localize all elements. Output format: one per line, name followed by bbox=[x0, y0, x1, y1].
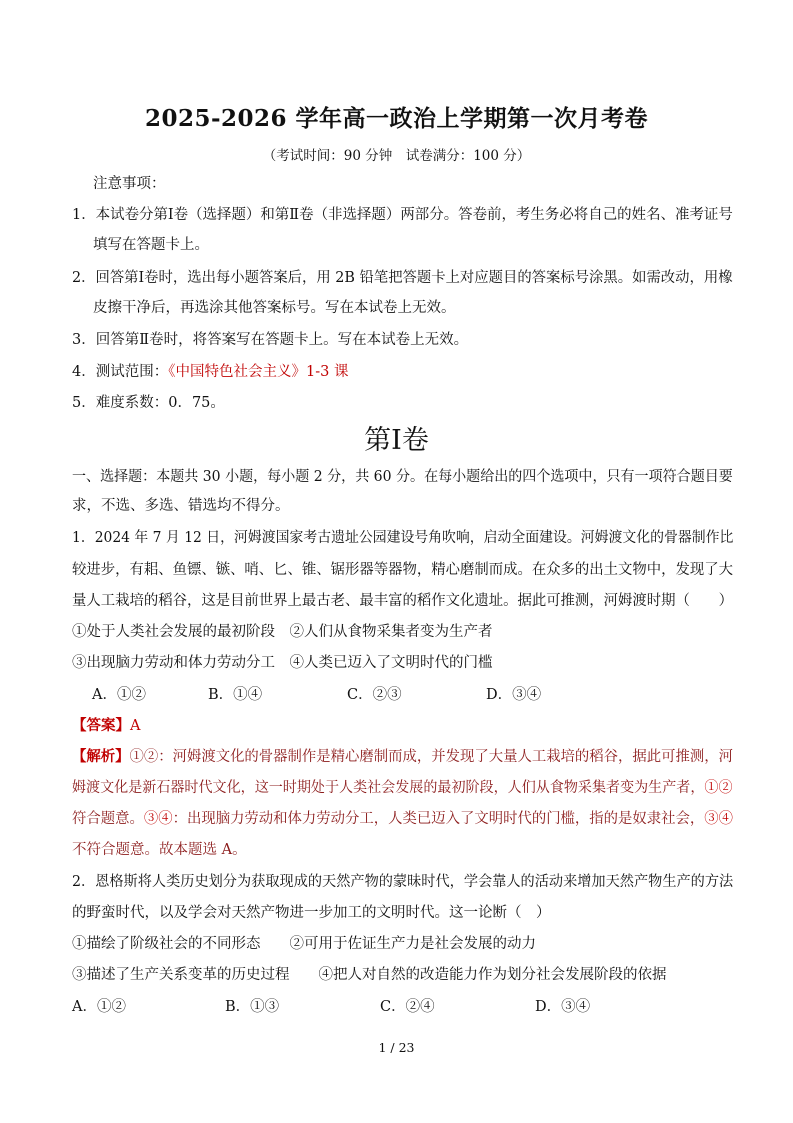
q1-stem-line-3: 量人工栽培的稻谷，这是目前世界上最古老、最丰富的稻作文化遗址。据此可推测，河姆渡时期（ ） bbox=[72, 593, 733, 609]
exam-title: 2025-2026 学年高一政治上学期第一次月考卷 bbox=[144, 105, 649, 132]
q2-option-a: A．①② bbox=[72, 999, 126, 1015]
q2-stem-line-1: 2．恩格斯将人类历史划分为获取现成的天然产物的蒙昧时代，学会靠人的活动来增加天然产物生产的方法 bbox=[72, 874, 734, 890]
note-5: 5．难度系数：0．75。 bbox=[72, 395, 225, 411]
analysis-text-1: ①②：河姆渡文化的骨器制作是精心磨制而成，并发现了大量人工栽培的稻谷，据此可推测，河 bbox=[129, 749, 733, 765]
analysis-text-3a: 符合题意。 bbox=[72, 811, 144, 827]
instructions-line-1: 一、选择题：本题共 30 小题，每小题 2 分，共 60 分。在每小题给出的四个选项中，只有一项符合题目要 bbox=[72, 469, 733, 485]
note-1-line-1: 1．本试卷分第Ⅰ卷（选择题）和第Ⅱ卷（非选择题）两部分。答卷前，考生务必将自己的姓名、准考证号 bbox=[72, 207, 733, 223]
q2-statements-2: ③描述了生产关系变革的历史过程 ④把人对自然的改造能力作为划分社会发展阶段的依据 bbox=[72, 967, 667, 983]
analysis-text-2: 姆渡文化是新石器时代文化，这一时期处于人类社会发展的最初阶段，人们从食物采集者变为生产者， bbox=[72, 780, 705, 796]
section-heading: 第Ⅰ卷 bbox=[364, 425, 429, 456]
test-scope: 《中国特色社会主义》1-3 课 bbox=[168, 364, 349, 380]
q2-stem-line-2: 的野蛮时代，以及学会对天然产物进一步加工的文明时代。这一论断（ ） bbox=[72, 905, 551, 921]
instructions-line-2: 求，不选、多选、错选均不得分。 bbox=[72, 498, 290, 514]
analysis-ref-34b: ③④ bbox=[704, 811, 733, 827]
q1-analysis-line-3 bbox=[72, 809, 733, 829]
page-number: 1 / 23 bbox=[378, 1040, 415, 1055]
q1-answer bbox=[72, 716, 140, 736]
notes-heading: 注意事项： bbox=[93, 176, 166, 192]
q1-statements-2: ③出现脑力劳动和体力劳动分工 ④人类已迈入了文明时代的门槛 bbox=[72, 655, 493, 671]
answer-value: A bbox=[130, 718, 141, 734]
q1-analysis-line-1 bbox=[72, 747, 733, 767]
analysis-ref-12: ①② bbox=[704, 780, 733, 796]
note-2-line-2: 皮擦干净后，再选涂其他答案标号。写在本试卷上无效。 bbox=[93, 300, 456, 316]
q1-analysis-line-4: 不符合题意。故本题选 A。 bbox=[72, 842, 247, 858]
q2-option-d: D．③④ bbox=[535, 999, 591, 1015]
q2-option-b: B．①③ bbox=[225, 999, 280, 1015]
analysis-ref-34: ③④ bbox=[143, 811, 173, 827]
q2-option-c: C．②④ bbox=[380, 999, 435, 1015]
q1-option-a: A．①② bbox=[92, 687, 146, 703]
exam-subtitle: （考试时间：90 分钟 试卷满分：100 分） bbox=[262, 148, 531, 164]
q1-option-b: B．①④ bbox=[208, 687, 263, 703]
q1-statements-1: ①处于人类社会发展的最初阶段 ②人们从食物采集者变为生产者 bbox=[72, 624, 493, 640]
note-3: 3．回答第Ⅱ卷时，将答案写在答题卡上。写在本试卷上无效。 bbox=[72, 332, 469, 348]
answer-label: 【答案】 bbox=[72, 717, 130, 734]
q1-option-c: C．②③ bbox=[347, 687, 402, 703]
note-2-line-1: 2．回答第Ⅰ卷时，选出每小题答案后，用 2B 铅笔把答题卡上对应题目的答案标号涂黑。如需改动，用橡 bbox=[72, 270, 733, 286]
q1-stem-line-1: 1．2024 年 7 月 12 日，河姆渡国家考古遗址公园建设号角吹响，启动全面建设。河姆渡文化的骨器制作比 bbox=[72, 530, 734, 546]
analysis-label: 【解析】 bbox=[72, 748, 130, 765]
note-4 bbox=[72, 362, 348, 382]
q1-analysis-line-2 bbox=[72, 778, 733, 798]
analysis-text-3c: ：出现脑力劳动和体力劳动分工，人类已迈入了文明时代的门槛，指的是奴隶社会， bbox=[172, 811, 705, 827]
q1-option-d: D．③④ bbox=[486, 687, 542, 703]
note-4-prefix: 4．测试范围： bbox=[72, 364, 169, 380]
note-1-line-2: 填写在答题卡上。 bbox=[93, 237, 209, 253]
q1-stem-line-2: 较进步，有耜、鱼镖、镞、哨、匕、锥、锯形器等器物，精心磨制而成。在众多的出土文物中，发现了大 bbox=[72, 562, 733, 578]
q2-statements-1: ①描绘了阶级社会的不同形态 ②可用于佐证生产力是社会发展的动力 bbox=[72, 936, 536, 952]
